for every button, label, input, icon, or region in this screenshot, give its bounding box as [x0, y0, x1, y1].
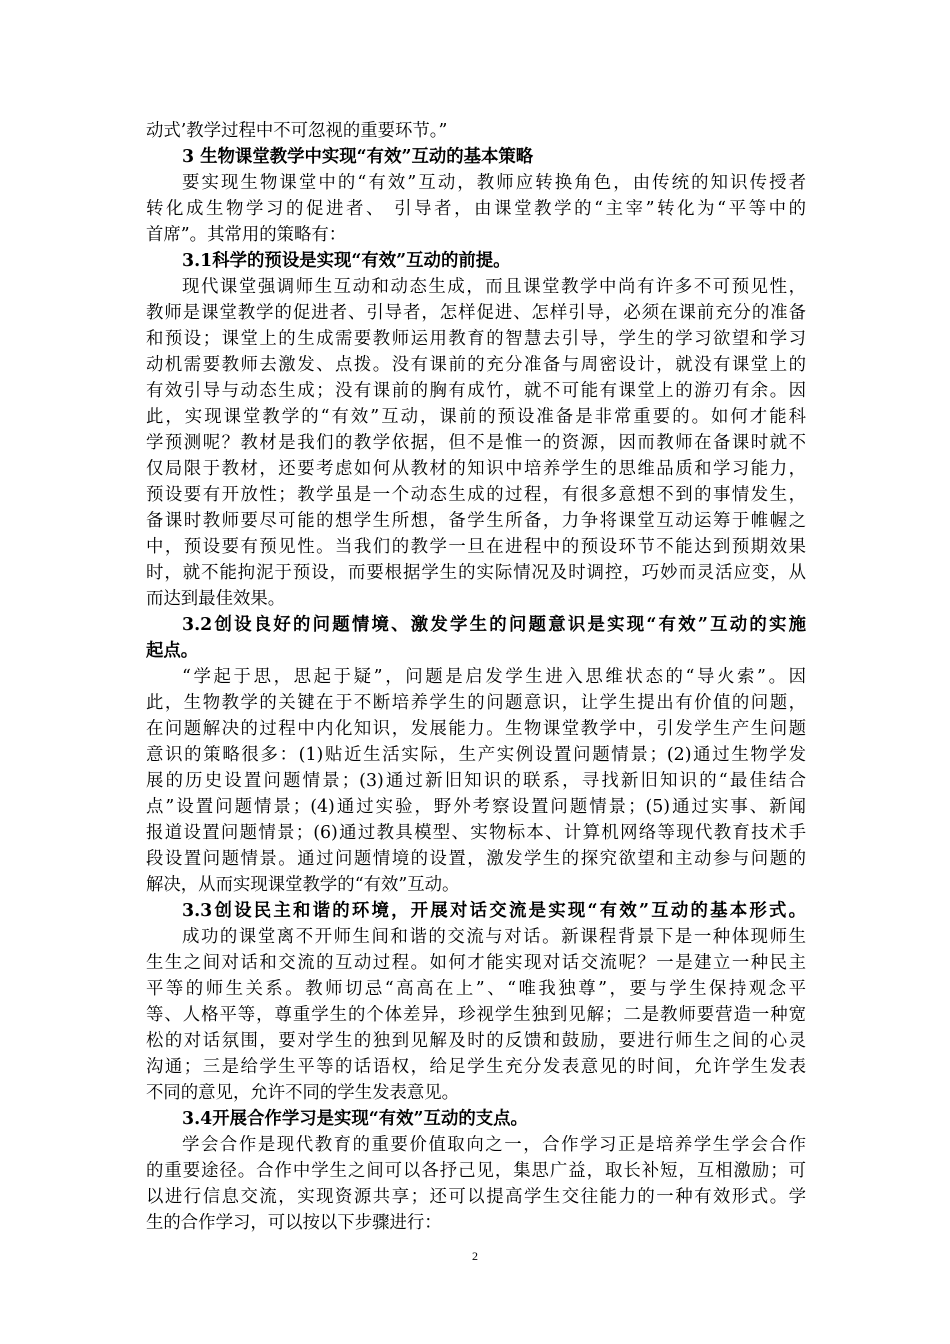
text-line: 学预测呢？教材是我们的教学依据，但不是惟一的资源，因而教师在备课时就不 [146, 433, 806, 453]
text-line: 学会合作是现代教育的重要价值取向之一，合作学习正是培养学生学会合作 [182, 1135, 806, 1155]
text-line: 点”设置问题情景；(4)通过实验，野外考察设置问题情景；(5)通过实事、新闻 [146, 797, 806, 817]
section-heading: 3.3创设民主和谐的环境，开展对话交流是实现“有效”互动的基本形式。 [182, 901, 806, 921]
text-line: 动机需要教师去激发、点拨。没有课前的充分准备与周密设计，就没有课堂上的 [146, 355, 806, 375]
section-heading: 3 生物课堂教学中实现“有效”互动的基本策略 [182, 147, 534, 167]
text-line: 以进行信息交流，实现资源共享；还可以提高学生交往能力的一种有效形式。学 [146, 1187, 806, 1207]
text-line: 意识的策略很多：(1)贴近生活实际，生产实例设置问题情景；(2)通过生物学发 [146, 745, 806, 765]
text-line: 要实现生物课堂中的“有效”互动，教师应转换角色，由传统的知识传授者 [182, 173, 806, 193]
text-line: “学起于思，思起于疑”，问题是启发学生进入思维状态的“导火索”。因 [182, 667, 806, 687]
text-line: 预设要有开放性；教学虽是一个动态生成的过程，有很多意想不到的事情发生， [146, 485, 806, 505]
text-line: 仅局限于教材，还要考虑如何从教材的知识中培养学生的思维品质和学习能力， [146, 459, 806, 479]
text-line: 报道设置问题情景；(6)通过教具模型、实物标本、计算机网络等现代教育技术手 [146, 823, 806, 843]
text-line: 时，就不能拘泥于预设，而要根据学生的实际情况及时调控，巧妙而灵活应变，从 [146, 563, 806, 583]
document-body [146, 118, 806, 1236]
text-line: 首席”。其常用的策略有： [146, 225, 347, 245]
text-line: 在问题解决的过程中内化知识，发展能力。生物课堂教学中，引发学生产生问题 [146, 719, 806, 739]
text-line: 松的对话氛围，要对学生的独到见解及时的反馈和鼓励，要进行师生之间的心灵 [146, 1031, 806, 1051]
text-line: 转化成生物学习的促进者、 引导者，由课堂教学的“主宰”转化为“平等中的 [146, 199, 806, 219]
text-line: 动式’教学过程中不可忽视的重要环节。” [146, 121, 448, 141]
text-line: 平等的师生关系。教师切忌“高高在上”、“唯我独尊”，要与学生保持观念平 [146, 979, 806, 999]
text-line: 生生之间对话和交流的互动过程。如何才能实现对话交流呢？一是建立一种民主 [146, 953, 806, 973]
text-line: 沟通；三是给学生平等的话语权，给足学生充分发表意见的时间，允许学生发表 [146, 1057, 806, 1077]
text-line: 而达到最佳效果。 [146, 589, 286, 609]
text-line: 和预设；课堂上的生成需要教师运用教育的智慧去引导，学生的学习欲望和学习 [146, 329, 806, 349]
text-line: 生的合作学习，可以按以下步骤进行： [146, 1213, 442, 1233]
text-line: 有效引导与动态生成；没有课前的胸有成竹，就不可能有课堂上的游刃有余。因 [146, 381, 806, 401]
text-line: 现代课堂强调师生互动和动态生成，而且课堂教学中尚有许多不可预见性， [182, 277, 806, 297]
text-line: 中，预设要有预见性。当我们的教学一旦在进程中的预设环节不能达到预期效果 [146, 537, 806, 557]
text-line: 此，实现课堂教学的“有效”互动，课前的预设准备是非常重要的。如何才能科 [146, 407, 806, 427]
text-line: 教师是课堂教学的促进者、引导者，怎样促进、怎样引导，必须在课前充分的准备 [146, 303, 806, 323]
text-line: 成功的课堂离不开师生间和谐的交流与对话。新课程背景下是一种体现师生 [182, 927, 806, 947]
page-number: 2 [472, 1249, 478, 1263]
text-line: 的重要途径。合作中学生之间可以各抒己见，集思广益，取长补短，互相激励；可 [146, 1161, 806, 1181]
text-line: 不同的意见，允许不同的学生发表意见。 [146, 1083, 460, 1103]
text-line: 此，生物教学的关键在于不断培养学生的问题意识，让学生提出有价值的问题， [146, 693, 806, 713]
section-heading: 起点。 [146, 641, 199, 661]
section-heading: 3.1科学的预设是实现“有效”互动的前提。 [182, 251, 511, 271]
text-line: 解决，从而实现课堂教学的“有效”互动。 [146, 875, 460, 895]
text-line: 备课时教师要尽可能的想学生所想，备学生所备，力争将课堂互动运筹于帷幄之 [146, 511, 806, 531]
text-line: 等、人格平等，尊重学生的个体差异，珍视学生独到见解；二是教师要营造一种宽 [146, 1005, 806, 1025]
text-line: 段设置问题情景。通过问题情境的设置，激发学生的探究欲望和主动参与问题的 [146, 849, 806, 869]
section-heading: 3.2创设良好的问题情境、激发学生的问题意识是实现“有效”互动的实施 [182, 615, 806, 635]
section-heading: 3.4开展合作学习是实现“有效”互动的支点。 [182, 1109, 528, 1129]
text-line: 展的历史设置问题情景；(3)通过新旧知识的联系，寻找新旧知识的“最佳结合 [146, 771, 806, 791]
